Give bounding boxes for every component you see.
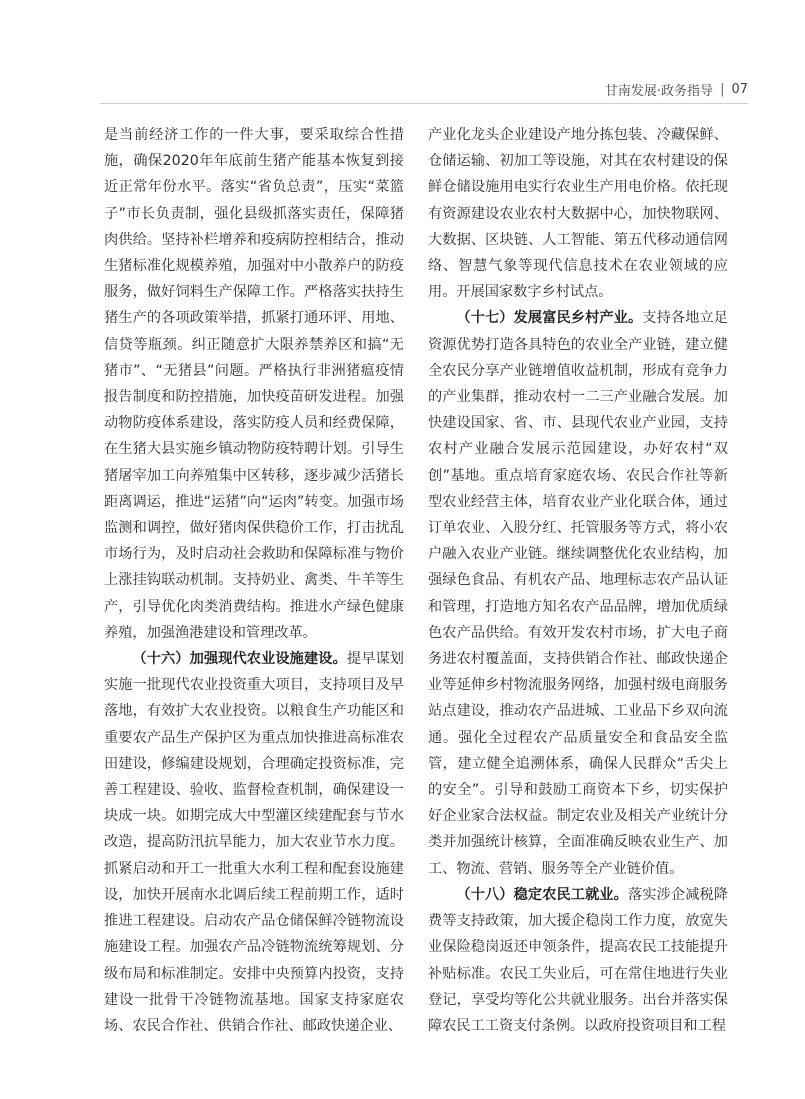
page-number: 07 bbox=[731, 82, 748, 97]
paragraph: 产业化龙头企业建设产地分拣包装、冷藏保鲜、仓储运输、初加工等设施，对其在农村建设的保鲜仓储设施用电实行农业生产用电价格。依托现有资源建设农业农村大数据中心，加快物联网、大数据、区块链、人工智能、第五代移动通信网络、智慧气象等现代信息技术在农业领域的应用。开展国家数字乡村试点。 bbox=[428, 127, 728, 301]
page-header bbox=[605, 80, 748, 99]
section-heading: （十七）发展富民乡村产业。 bbox=[456, 310, 643, 327]
paragraph bbox=[428, 305, 728, 881]
header-rule bbox=[100, 103, 748, 104]
section-heading: （十六）加强现代农业设施建设。 bbox=[132, 651, 347, 668]
paragraph-body: 落实涉企减税降费等支持政策，加大援企稳岗工作力度，放宽失业保险稳岗返还申领条件，提高农民工技能提升补贴标准。农民工失业后，可在常住地进行失业登记，享受均等化公共就业服务。出台并落实保障农民工工资支付条例。以政府投资项目和工程 bbox=[428, 886, 728, 1034]
section-heading: （十八）稳定农民工就业。 bbox=[456, 886, 628, 903]
paragraph: 是当前经济工作的一件大事，要采取综合性措施，确保2020年年底前生猪产能基本恢复到接近正常年份水平。落实“省负总责”，压实“菜篮子”市长负责制，强化县级抓落实责任，保障猪肉供给。坚持补栏增养和疫病防控相结合，推动生猪标准化规模养殖，加强对中小散养户的防疫服务，做好饲料生产保障工作。严格落实扶持生猪生产的各项政策举措，抓紧打通环评、用地、信贷等瓶颈。纠正随意扩大限养禁养区和搞“无猪市”、“无猪县”问题。严格执行非洲猪瘟疫情报告制度和防控措施，加快疫苗研发进程。加强动物防疫体系建设，落实防疫人员和经费保障，在生猪大县实施乡镇动物防疫特聘计划。引导生猪屠宰加工向养殖集中区转移，逐步减少活猪长距离调运，推进“运猪”向“运肉”转变。加强市场监测和调控，做好猪肉保供稳价工作，打击扰乱市场行为，及时启动社会救助和保障标准与物价上涨挂钩联动机制。支持奶业、禽类、牛羊等生产，引导优化肉类消费结构。推进水产绿色健康养殖，加强渔港建设和管理改革。 bbox=[104, 127, 404, 641]
paragraph-body: 支持各地立足资源优势打造各具特色的农业全产业链，建立健全农民分享产业链增值收益机制，形成有竞争力的产业集群，推动农村一二三产业融合发展。加快建设国家、省、市、县现代农业产业园，支持农村产业融合发展示范园建设，办好农村“双创”基地。重点培育家庭农场、农民合作社等新型农业经营主体，培育农业产业化联合体，通过订单农业、入股分红、托管服务等方式，将小农户融入农业产业链。继续调整优化农业结构，加强绿色食品、有机农产品、地理标志农产品认证和管理，打造地方知名农产品品牌，增加优质绿色农产品供给。有效开发农村市场，扩大电子商务进农村覆盖面，支持供销合作社、邮政快递企业等延伸乡村物流服务网络，加强村级电商服务站点建设，推动农产品进城、工业品下乡双向流通。强化全过程农产品质量安全和食品安全监管，建立健全追溯体系，确保人民群众“舌尖上的安全”。引导和鼓励工商资本下乡，切实保护好企业家合法权益。制定农业及相关产业统计分类并加强统计核算，全面准确反映农业生产、加工、物流、营销、服务等全产业链价值。 bbox=[428, 310, 728, 877]
right-column bbox=[428, 122, 728, 1039]
paragraph bbox=[428, 882, 728, 1039]
paragraph-body: 提早谋划实施一批现代农业投资重大项目，支持项目及早落地，有效扩大农业投资。以粮食生产功能区和重要农产品生产保护区为重点加快推进高标准农田建设，修编建设规划，合理确定投资标准，完善工程建设、验收、监督检查机制，确保建设一块成一块。如期完成大中型灌区续建配套与节水改造，提高防汛抗旱能力，加大农业节水力度。抓紧启动和开工一批重大水利工程和配套设施建设，加快开展南水北调后续工程前期工作，适时推进工程建设。启动农产品仓储保鲜冷链物流设施建设工程。加强农产品冷链物流统筹规划、分级布局和标准制定。安排中央预算内投资，支持建设一批骨干冷链物流基地。国家支持家庭农场、农民合作社、供销合作社、邮政快递企业、 bbox=[104, 651, 404, 1034]
header-section-title: 甘南发展·政务指导 bbox=[604, 84, 714, 99]
header-separator: | bbox=[720, 82, 725, 97]
paragraph bbox=[104, 646, 404, 1039]
left-column bbox=[104, 122, 404, 1039]
